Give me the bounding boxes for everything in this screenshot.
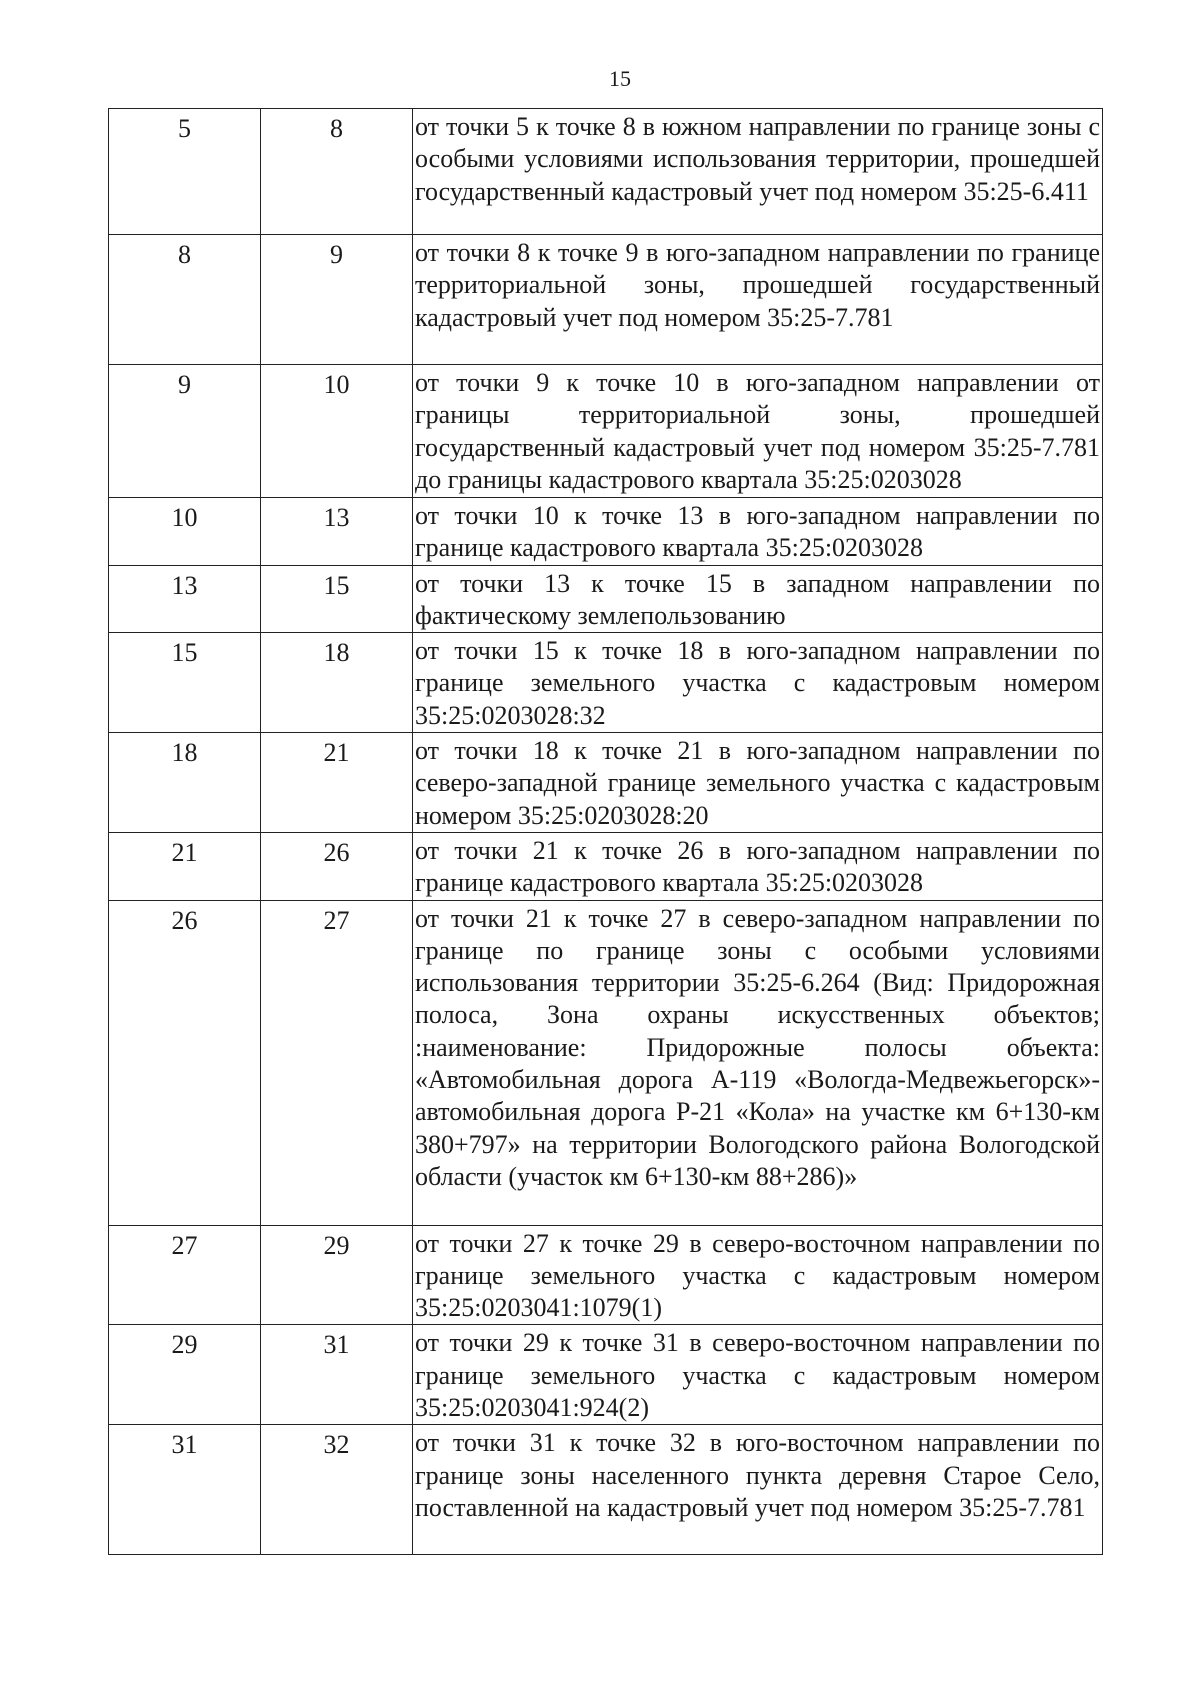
start-point-cell: 31	[109, 1425, 261, 1555]
boundary-description-cell: от точки 5 к точке 8 в южном направлении по границе зоны с особыми условиями использования территории, прошедшей государственный кадастровый учет под номером 35:25-6.411	[413, 109, 1103, 235]
boundary-description-cell: от точки 21 к точке 26 в юго-западном направлении по границе кадастрового квартала 35:25:0203028	[413, 832, 1103, 900]
end-point-cell: 13	[261, 498, 413, 566]
end-point-cell: 10	[261, 365, 413, 498]
start-point-cell: 15	[109, 633, 261, 733]
table-row	[109, 1425, 1103, 1555]
page-number: 15	[609, 66, 631, 91]
end-point-cell: 29	[261, 1225, 413, 1325]
start-point-cell: 21	[109, 832, 261, 900]
end-point-cell: 31	[261, 1325, 413, 1425]
start-point-cell: 26	[109, 900, 261, 1225]
end-point-cell: 15	[261, 565, 413, 633]
table-row	[109, 832, 1103, 900]
start-point-cell: 27	[109, 1225, 261, 1325]
start-point-cell: 10	[109, 498, 261, 566]
end-point-cell: 8	[261, 109, 413, 235]
table-row	[109, 633, 1103, 733]
table-row	[109, 1225, 1103, 1325]
end-point-cell: 18	[261, 633, 413, 733]
table-row	[109, 235, 1103, 365]
boundary-description-cell: от точки 18 к точке 21 в юго-западном направлении по северо-западной границе земельного участка с кадастровым номером 35:25:0203028:20	[413, 733, 1103, 833]
boundary-description-cell: от точки 21 к точке 27 в северо-западном направлении по границе по границе зоны с особыми условиями использования территории 35:25-6.264 (Вид: Придорожная полоса, Зона охраны искусственных объектов; :наименование: Придорожные полосы объекта: «Автомобильная дорога А-119 «Вологда-Медвежьегорск»-автомобильная дорога Р-21 «Кола» на участке км 6+130-км 380+797» на территории Вологодского района Вологодской области (участок км 6+130-км 88+286)»	[413, 900, 1103, 1225]
table-row	[109, 733, 1103, 833]
start-point-cell: 13	[109, 565, 261, 633]
boundary-description-cell: от точки 10 к точке 13 в юго-западном направлении по границе кадастрового квартала 35:25:0203028	[413, 498, 1103, 566]
table-row	[109, 365, 1103, 498]
boundary-description-cell: от точки 13 к точке 15 в западном направлении по фактическому землепользованию	[413, 565, 1103, 633]
boundary-description-cell: от точки 31 к точке 32 в юго-восточном направлении по границе зоны населенного пункта деревня Старое Село, поставленной на кадастровый учет под номером 35:25-7.781	[413, 1425, 1103, 1555]
end-point-cell: 26	[261, 832, 413, 900]
start-point-cell: 18	[109, 733, 261, 833]
boundary-description-table	[108, 108, 1103, 1555]
start-point-cell: 9	[109, 365, 261, 498]
table-row	[109, 565, 1103, 633]
table-row	[109, 498, 1103, 566]
start-point-cell: 5	[109, 109, 261, 235]
table-row	[109, 900, 1103, 1225]
end-point-cell: 32	[261, 1425, 413, 1555]
start-point-cell: 8	[109, 235, 261, 365]
boundary-description-cell: от точки 9 к точке 10 в юго-западном направлении от границы территориальной зоны, прошедшей государственный кадастровый учет под номером 35:25-7.781 до границы кадастрового квартала 35:25:0203028	[413, 365, 1103, 498]
end-point-cell: 21	[261, 733, 413, 833]
boundary-description-cell: от точки 15 к точке 18 в юго-западном направлении по границе земельного участка с кадастровым номером 35:25:0203028:32	[413, 633, 1103, 733]
table-row	[109, 109, 1103, 235]
end-point-cell: 9	[261, 235, 413, 365]
end-point-cell: 27	[261, 900, 413, 1225]
boundary-description-cell: от точки 29 к точке 31 в северо-восточном направлении по границе земельного участка с кадастровым номером 35:25:0203041:924(2)	[413, 1325, 1103, 1425]
boundary-description-cell: от точки 27 к точке 29 в северо-восточном направлении по границе земельного участка с кадастровым номером 35:25:0203041:1079(1)	[413, 1225, 1103, 1325]
start-point-cell: 29	[109, 1325, 261, 1425]
boundary-description-cell: от точки 8 к точке 9 в юго-западном направлении по границе территориальной зоны, прошедшей государственный кадастровый учет под номером 35:25-7.781	[413, 235, 1103, 365]
table-row	[109, 1325, 1103, 1425]
